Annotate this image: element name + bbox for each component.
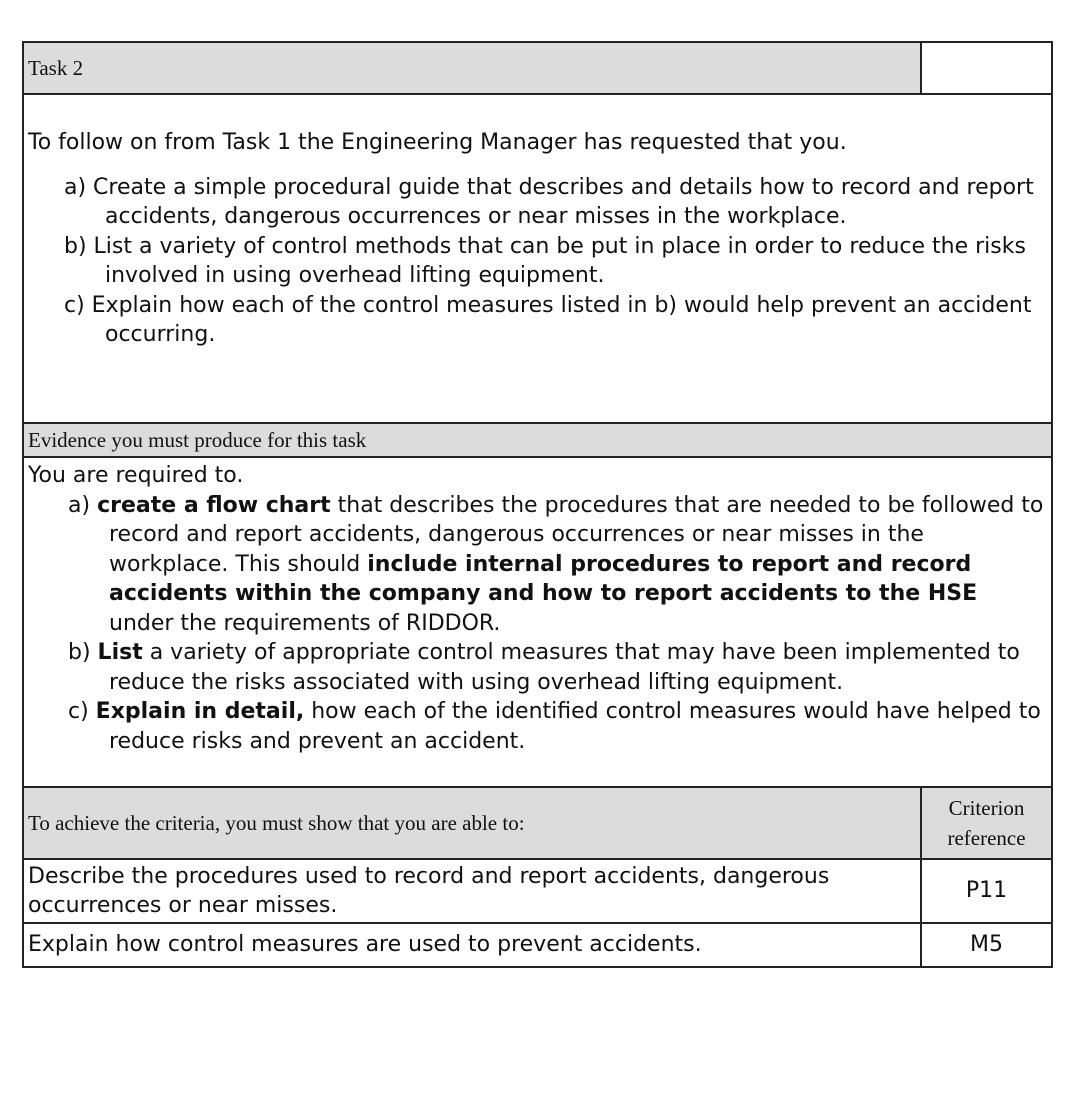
criteria-header: To achieve the criteria, you must show that you are able to: <box>23 787 921 859</box>
evidence-intro: You are required to. <box>28 463 244 488</box>
item-prefix: c) <box>68 699 96 724</box>
task-item-a: a) Create a simple procedural guide that describes and details how to record and report accidents, dangerous occurrences or near misses in the workplace. <box>64 174 1034 229</box>
task-table <box>22 41 1053 968</box>
task-intro: To follow on from Task 1 the Engineering Manager has requested that you. <box>28 130 847 155</box>
evidence-item-b <box>68 638 1047 697</box>
evidence-item-a <box>68 491 1047 639</box>
text: that describes the procedures that are needed to be followed to record and report accidents, dangerous occurrences or near misses in the workplace. This should <box>109 492 1044 577</box>
criteria-row-text: Explain how control measures are used to prevent accidents. <box>23 923 921 967</box>
bold-text: Explain in detail, <box>95 699 305 724</box>
task-description <box>23 94 1052 423</box>
evidence-body <box>23 457 1052 787</box>
text: how each of the identified control measures would have helped to reduce risks and prevent an accident. <box>109 699 1041 754</box>
criteria-row-ref: P11 <box>921 859 1052 923</box>
item-prefix: a) <box>68 492 98 518</box>
evidence-item-c <box>68 697 1047 756</box>
task-item-c: c) Explain how each of the control measures listed in b) would help prevent an accident occurring. <box>64 292 1032 347</box>
bold-text: List <box>97 640 143 665</box>
criterion-reference-header: Criterion reference <box>921 787 1052 859</box>
criteria-row-text: Describe the procedures used to record and report accidents, dangerous occurrences or near misses. <box>23 859 921 923</box>
criteria-row-ref: M5 <box>921 923 1052 967</box>
evidence-header: Evidence you must produce for this task <box>23 423 1052 457</box>
text: a variety of appropriate control measures that may have been implemented to reduce the risks associated with using overhead lifting equipment. <box>109 640 1020 695</box>
bold-text: include internal procedures to report and record accidents within the company and how to report accidents to the HSE <box>109 551 978 606</box>
text: under the requirements of RIDDOR. <box>109 610 501 636</box>
task-item-b: b) List a variety of control methods that can be put in place in order to reduce the risks involved in using overhead lifting equipment. <box>64 233 1026 288</box>
task-score-cell <box>921 42 1052 94</box>
bold-text: create a flow chart <box>97 492 331 518</box>
item-prefix: b) <box>68 640 98 665</box>
task-title: Task 2 <box>23 42 921 94</box>
